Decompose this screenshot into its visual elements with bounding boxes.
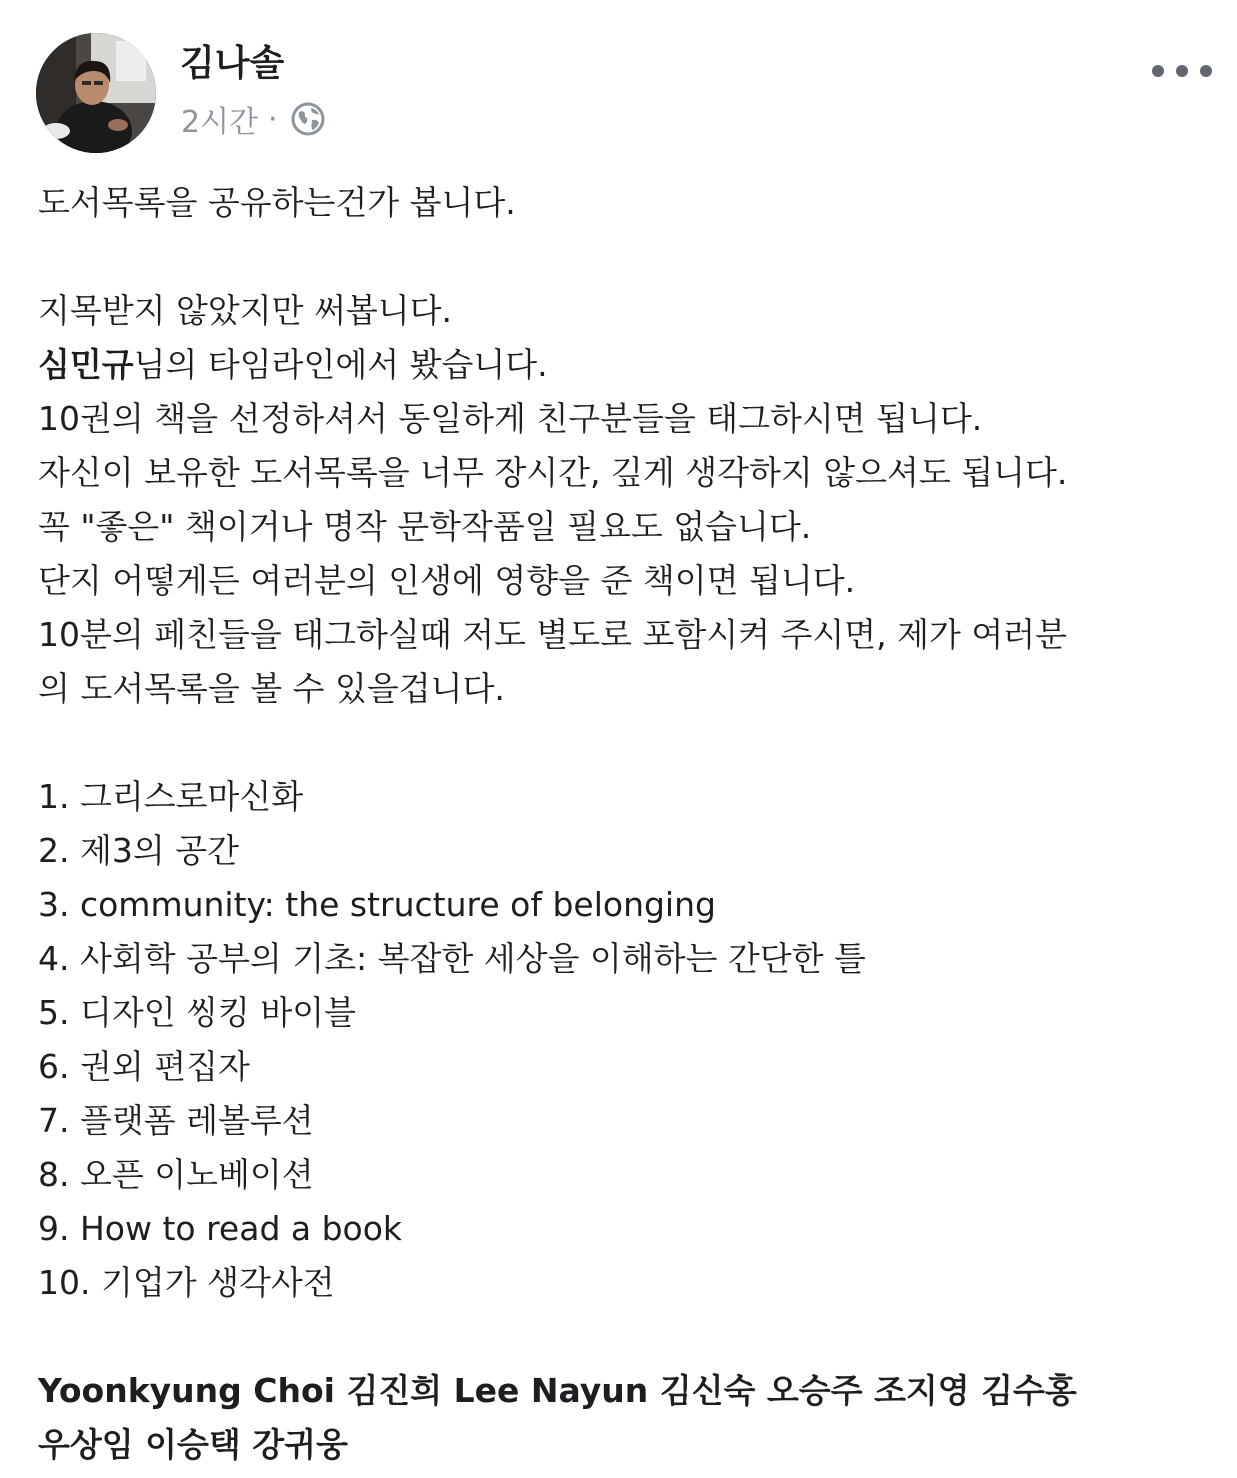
tags-line-2 bbox=[38, 1418, 1218, 1472]
book-item: 1. 그리스로마신화 bbox=[38, 777, 304, 816]
tagged-friend[interactable]: 김진희 bbox=[346, 1371, 443, 1410]
globe-icon[interactable] bbox=[290, 101, 326, 137]
author-avatar[interactable] bbox=[36, 33, 156, 153]
dot-3 bbox=[1200, 65, 1212, 77]
avatar-photo bbox=[36, 33, 156, 153]
more-options-icon[interactable] bbox=[1152, 54, 1212, 88]
post-line-3: 10권의 책을 선정하셔서 동일하게 친구분들을 태그하시면 됩니다. bbox=[38, 399, 983, 438]
mention-link[interactable]: 심민규 bbox=[38, 345, 134, 384]
tagged-friend[interactable]: Lee Nayun bbox=[453, 1371, 649, 1410]
tagged-friend[interactable]: Yoonkyung Choi bbox=[38, 1371, 335, 1410]
book-item: 8. 오픈 이노베이션 bbox=[38, 1155, 314, 1194]
meta-separator: · bbox=[268, 101, 278, 137]
book-item: 3. community: the structure of belonging bbox=[38, 885, 716, 924]
post-line-8: 의 도서목록을 볼 수 있을겁니다. bbox=[38, 669, 505, 708]
post-body bbox=[38, 176, 1218, 1472]
post-line-2 bbox=[38, 338, 1218, 392]
tagged-friend[interactable]: 김수홍 bbox=[981, 1371, 1077, 1410]
tagged-friend[interactable]: 조지영 bbox=[874, 1371, 970, 1410]
tagged-friend[interactable]: 이승택 bbox=[145, 1425, 241, 1464]
author-name[interactable]: 김나솔 bbox=[180, 43, 285, 84]
book-item: 10. 기업가 생각사전 bbox=[38, 1263, 335, 1302]
post-line-6: 단지 어떻게든 여러분의 인생에 영향을 준 책이면 됩니다. bbox=[38, 561, 856, 600]
post-line-5: 꼭 "좋은" 책이거나 명작 문학작품일 필요도 없습니다. bbox=[38, 507, 812, 546]
blank-line bbox=[38, 1310, 1218, 1364]
post-timestamp[interactable]: 2시간 bbox=[181, 105, 259, 140]
book-item: 2. 제3의 공간 bbox=[38, 831, 239, 870]
tagged-friend[interactable]: 강귀웅 bbox=[252, 1425, 348, 1464]
tagged-friend[interactable]: 김신숙 bbox=[659, 1371, 756, 1410]
post-header bbox=[0, 0, 1237, 160]
post-line-2-text: 님의 타임라인에서 봤습니다. bbox=[133, 345, 548, 384]
book-item: 5. 디자인 씽킹 바이블 bbox=[38, 993, 356, 1032]
dot-2 bbox=[1176, 65, 1188, 77]
post-line-7: 10분의 페친들을 태그하실때 저도 별도로 포함시켜 주시면, 제가 여러분 bbox=[38, 615, 1067, 654]
tagged-friend[interactable]: 우상임 bbox=[38, 1425, 134, 1464]
post-meta bbox=[181, 98, 326, 140]
book-item: 9. How to read a book bbox=[38, 1209, 403, 1248]
post-intro: 도서목록을 공유하는건가 봅니다. bbox=[38, 183, 516, 222]
book-item: 6. 권외 편집자 bbox=[38, 1047, 250, 1086]
post-line-1: 지목받지 않았지만 써봅니다. bbox=[38, 291, 453, 330]
blank-line bbox=[38, 230, 1218, 284]
book-item: 7. 플랫폼 레볼루션 bbox=[38, 1101, 314, 1140]
tags-line-1 bbox=[38, 1364, 1218, 1418]
tagged-friend[interactable]: 오승주 bbox=[766, 1371, 863, 1410]
blank-line bbox=[38, 716, 1218, 770]
book-item: 4. 사회학 공부의 기초: 복잡한 세상을 이해하는 간단한 틀 bbox=[38, 939, 866, 978]
dot-1 bbox=[1152, 65, 1164, 77]
post-line-4: 자신이 보유한 도서목록을 너무 장시간, 깊게 생각하지 않으셔도 됩니다. bbox=[38, 453, 1068, 492]
